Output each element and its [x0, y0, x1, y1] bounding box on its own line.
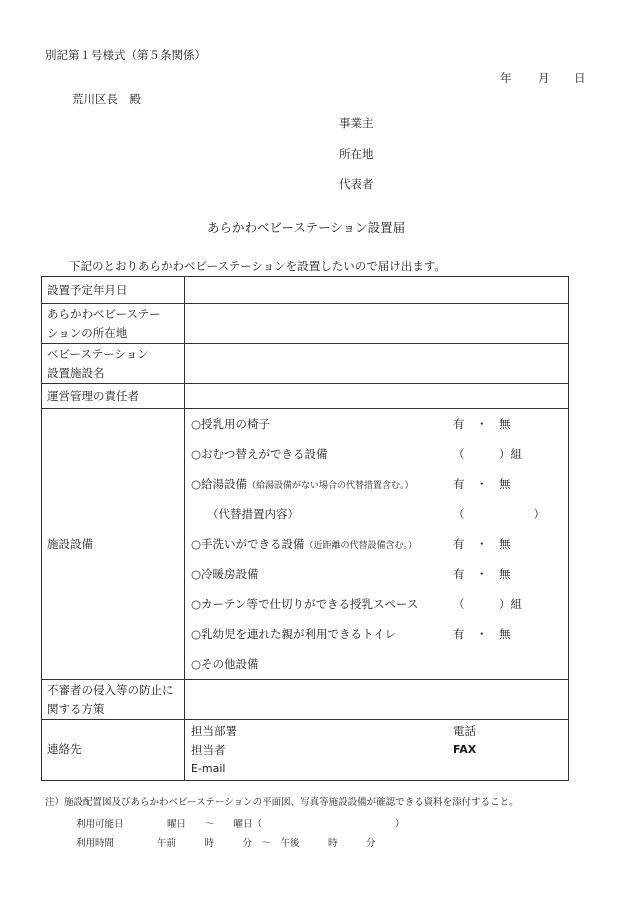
usage-days-value: 曜日 ～ 曜日（ ） — [167, 819, 405, 830]
row-planned-date — [42, 277, 569, 304]
equipment-item — [191, 619, 568, 649]
equipment-item — [191, 559, 568, 589]
intro-text: 下記のとおりあらかわベビーステーションを設置したいので届け出ます。 — [69, 259, 446, 273]
location-label — [42, 304, 185, 344]
planned-date-label: 設置予定年月日 — [42, 277, 185, 304]
equipment-item-label: （代替措置内容） — [207, 507, 299, 521]
equipment-item-note: （給湯設備がない場合の代替措置含む。） — [247, 480, 414, 491]
equipment-item-value[interactable]: 有 ・ 無 — [453, 537, 511, 551]
department-label: 担当部署 — [191, 724, 237, 739]
equipment-item-value[interactable]: （ ）組 — [453, 597, 522, 611]
phone-label: 電話 — [453, 724, 476, 739]
form-number: 別記第１号様式（第５条関係） — [45, 48, 206, 62]
row-facility-name — [42, 344, 569, 384]
contact-row — [191, 741, 568, 760]
document-title: あらかわベビーステーション設置届 — [207, 220, 406, 235]
manager-field[interactable] — [185, 384, 569, 409]
manager-label: 運営管理の責任者 — [42, 384, 185, 409]
usage-days-label: 利用可能日 — [76, 819, 124, 830]
equipment-item — [191, 439, 568, 469]
equipment-item-value[interactable]: 有 ・ 無 — [453, 627, 511, 641]
fax-label: FAX — [453, 743, 477, 757]
attachment-note: 注）施設配置図及びあらかわベビーステーションの平面図、写真等施設設備が確認できる資料を添付すること。 — [45, 797, 519, 808]
date-year-label: 年 — [500, 71, 512, 85]
equipment-label: 施設設備 — [42, 409, 185, 680]
security-field[interactable] — [185, 680, 569, 720]
location-label-line1: あらかわベビーステー — [47, 306, 161, 321]
contact-label: 連絡先 — [42, 720, 185, 781]
equipment-item-label: ○授乳用の椅子 — [191, 417, 271, 431]
equipment-item-value[interactable]: 有 ・ 無 — [453, 417, 511, 431]
equipment-item — [191, 469, 568, 499]
equipment-item-label: ○その他設備 — [191, 657, 259, 671]
equipment-item-label: ○カーテン等で仕切りができる授乳スペース — [191, 597, 419, 611]
facility-name-label-line2: 設置施設名 — [47, 365, 105, 380]
equipment-item-label: ○給湯設備 — [191, 477, 248, 491]
date-day-label: 日 — [574, 71, 586, 85]
security-label — [42, 680, 185, 720]
equipment-list — [185, 409, 569, 680]
planned-date-field[interactable] — [185, 277, 569, 304]
address-label: 所在地 — [339, 147, 374, 161]
security-label-line2: 関する方策 — [47, 701, 105, 716]
equipment-item-label: ○おむつ替えができる設備 — [191, 447, 328, 461]
equipment-item-value[interactable]: 有 ・ 無 — [453, 477, 511, 491]
form-table — [41, 276, 569, 781]
equipment-item — [191, 529, 568, 559]
row-security — [42, 680, 569, 720]
equipment-item-value[interactable]: 有 ・ 無 — [453, 567, 511, 581]
usage-hours-value: 午前 時 分 ～ 午後 時 分 — [157, 838, 376, 849]
equipment-item — [191, 409, 568, 439]
location-label-line2: ションの所在地 — [47, 325, 128, 340]
row-equipment — [42, 409, 569, 680]
date-month-label: 月 — [538, 71, 550, 85]
representative-label: 代表者 — [339, 177, 374, 191]
equipment-item-note: （近距離の代替設備含む。） — [304, 540, 418, 551]
business-owner-label: 事業主 — [339, 116, 374, 130]
equipment-item — [191, 499, 568, 529]
person-label: 担当者 — [191, 742, 226, 757]
equipment-item-label: ○乳幼児を連れた親が利用できるトイレ — [191, 627, 396, 641]
facility-name-field[interactable] — [185, 344, 569, 384]
location-field[interactable] — [185, 304, 569, 344]
contact-row — [191, 759, 568, 778]
equipment-item — [191, 649, 568, 679]
equipment-item-value[interactable]: （ ） — [453, 507, 545, 521]
usage-hours-label: 利用時間 — [76, 838, 115, 849]
contact-row — [191, 722, 568, 741]
addressee: 荒川区長 殿 — [72, 92, 141, 106]
equipment-item-label: ○手洗いができる設備 — [191, 537, 305, 551]
row-location — [42, 304, 569, 344]
email-label: E-mail — [191, 761, 226, 775]
row-contact — [42, 720, 569, 781]
equipment-item-label: ○冷暖房設備 — [191, 567, 259, 581]
facility-name-label — [42, 344, 185, 384]
row-manager — [42, 384, 569, 409]
facility-name-label-line1: ベビーステーション — [47, 346, 149, 361]
equipment-item-value[interactable]: （ ）組 — [453, 447, 522, 461]
equipment-item — [191, 589, 568, 619]
security-label-line1: 不審者の侵入等の防止に — [47, 682, 174, 697]
contact-fields — [185, 720, 569, 781]
